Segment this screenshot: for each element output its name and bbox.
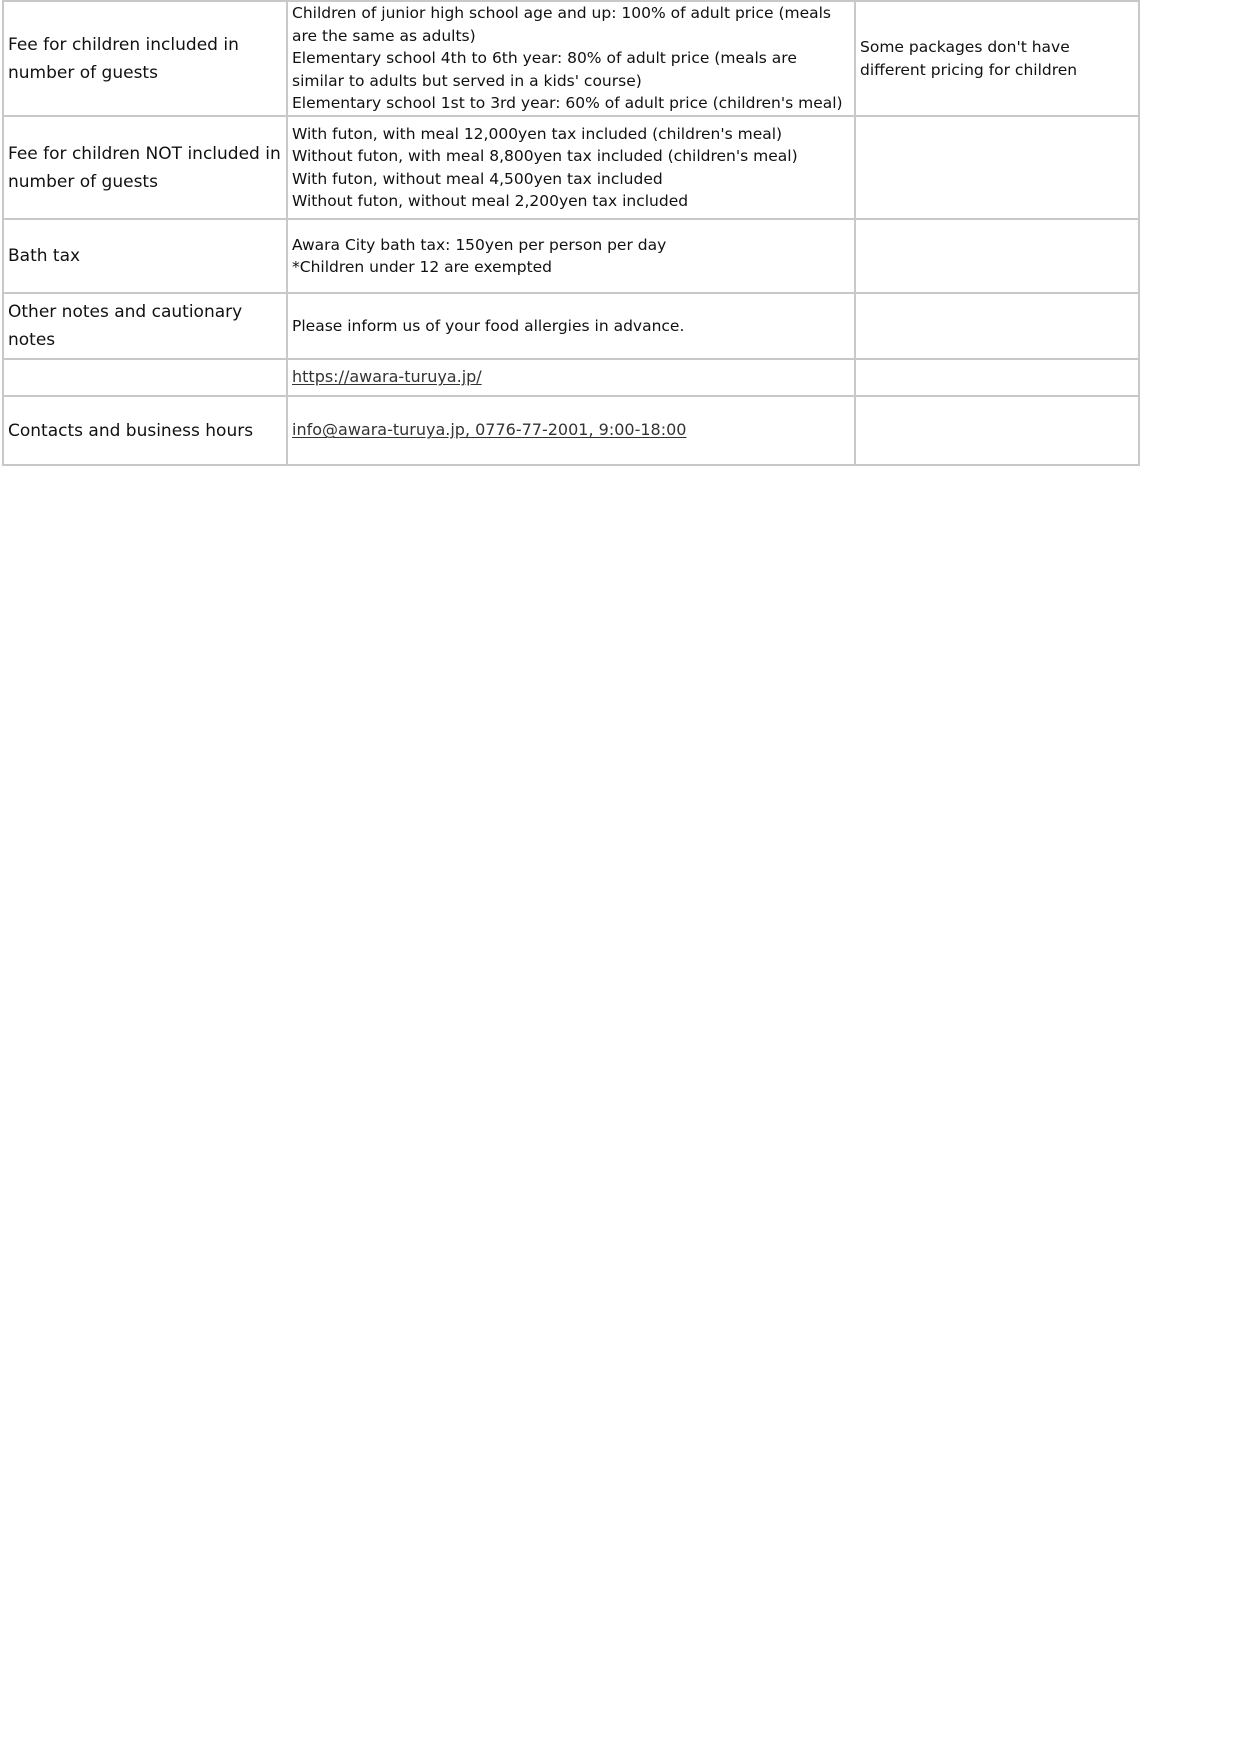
row-label: Fee for children included in number of guests xyxy=(3,1,287,116)
website-link[interactable]: https://awara-turuya.jp/ xyxy=(292,367,482,387)
detail-line: With futon, without meal 4,500yen tax included xyxy=(292,169,663,188)
row-label: Other notes and cautionary notes xyxy=(3,293,287,359)
info-table xyxy=(2,0,1140,466)
contact-link[interactable]: info@awara-turuya.jp, 0776-77-2001, 9:00-18:00 xyxy=(292,420,687,440)
row-label xyxy=(3,359,287,396)
row-details xyxy=(287,1,855,116)
row-label: Bath tax xyxy=(3,219,287,293)
detail-line: *Children under 12 are exempted xyxy=(292,258,553,276)
row-details xyxy=(287,293,855,359)
table-row-contacts xyxy=(3,396,1139,465)
table-row-children-included-fee xyxy=(3,1,1139,116)
row-note xyxy=(855,359,1139,396)
table-row-children-not-included-fee xyxy=(3,116,1139,219)
detail-line: Children of junior high school age and up: 100% of adult price (meals are the same as adults) xyxy=(292,4,832,45)
detail-line: Please inform us of your food allergies in advance. xyxy=(292,316,685,335)
detail-line: Awara City bath tax: 150yen per person per day xyxy=(292,235,667,254)
detail-line: Without futon, with meal 8,800yen tax included (children's meal) xyxy=(292,147,798,165)
table-row-website xyxy=(3,359,1139,396)
detail-line: With futon, with meal 12,000yen tax included (children's meal) xyxy=(292,124,783,143)
row-note: Some packages don't have different pricing for children xyxy=(855,1,1139,116)
row-note xyxy=(855,293,1139,359)
row-note xyxy=(855,219,1139,293)
row-details xyxy=(287,219,855,293)
row-note xyxy=(855,396,1139,465)
row-details xyxy=(287,359,855,396)
detail-line: Elementary school 4th to 6th year: 80% of adult price (meals are similar to adults but served in a kids' course) xyxy=(292,49,797,90)
table-row-bath-tax xyxy=(3,219,1139,293)
row-details xyxy=(287,116,855,219)
detail-line: Without futon, without meal 2,200yen tax included xyxy=(292,192,689,210)
detail-line: Elementary school 1st to 3rd year: 60% of adult price (children's meal) xyxy=(292,94,843,113)
row-note xyxy=(855,116,1139,219)
table-row-other-notes xyxy=(3,293,1139,359)
row-label: Fee for children NOT included in number of guests xyxy=(3,116,287,219)
row-label: Contacts and business hours xyxy=(3,396,287,465)
row-details xyxy=(287,396,855,465)
